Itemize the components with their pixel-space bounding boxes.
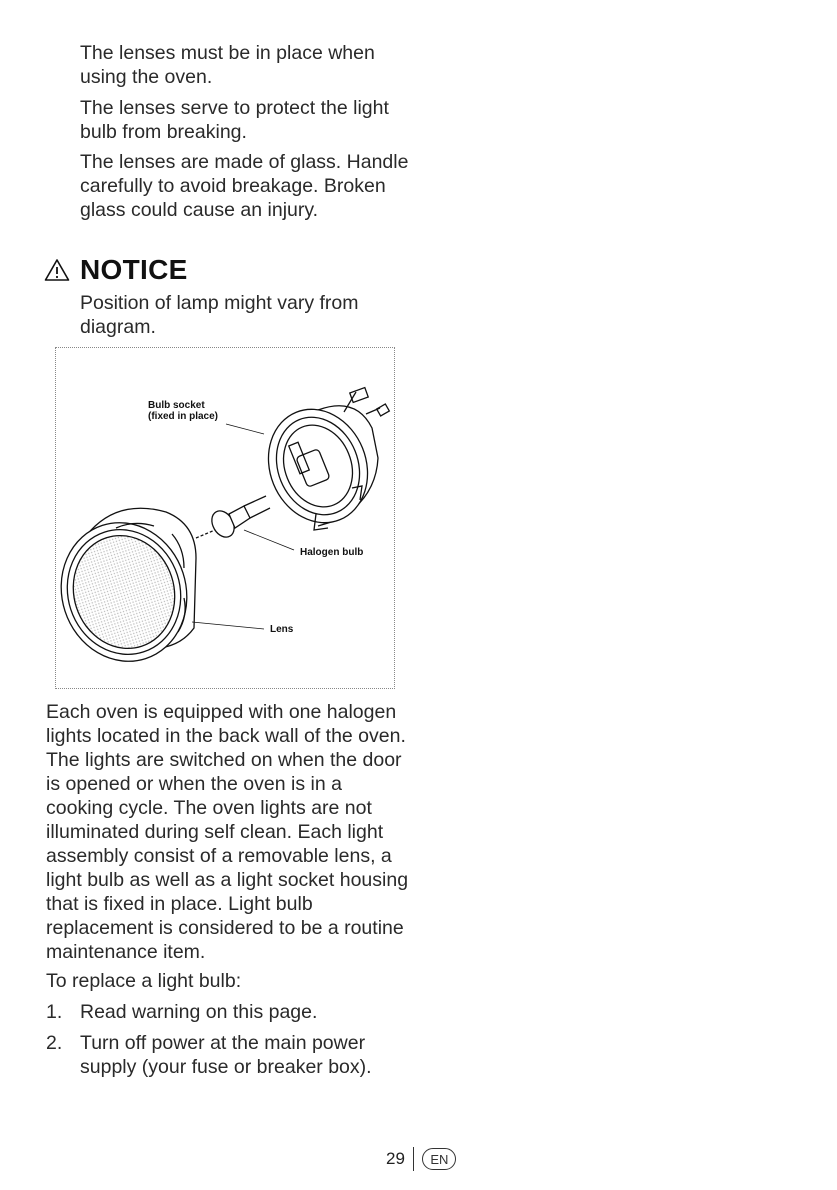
- notice-heading: [44, 252, 188, 288]
- list-item: [46, 1031, 411, 1079]
- page-number: 29: [386, 1149, 405, 1168]
- lamp-diagram: [55, 347, 395, 689]
- step-text: Read warning on this page.: [80, 1001, 318, 1023]
- bulb-socket-label: Bulb socket: [148, 400, 205, 411]
- list-item: [46, 1000, 411, 1024]
- step-number: 1.: [46, 1001, 63, 1023]
- steps-intro: To replace a light bulb:: [46, 970, 242, 992]
- lens-glass-text: The lenses are made of glass. Handle carefully to avoid breakage. Broken glass could cause an injury.: [80, 151, 409, 221]
- lens-in-place-text: The lenses must be in place when using the oven.: [80, 42, 375, 88]
- lamp-assembly-illustration: [56, 348, 396, 690]
- halogen-bulb-label: Halogen bulb: [300, 547, 364, 558]
- lens-drawing: [56, 506, 205, 677]
- light-assembly-paragraph: Each oven is equipped with one halogen lights located in the back wall of the oven. The lights are switched on when the door is opened or when the oven is in a cooking cycle. The oven lights are not illuminated during self clean. Each light assembly consist of a removable lens, a light bulb as well as a light socket housing that is fixed in place. Light bulb replacement is considered to be a routine maintenance item.: [46, 701, 409, 963]
- lens-protect-text: The lenses serve to protect the light bulb from breaking.: [80, 97, 389, 143]
- notice-text: Position of lamp might vary from diagram.: [80, 292, 359, 338]
- step-number: 2.: [46, 1032, 63, 1054]
- footer-divider: [413, 1147, 415, 1171]
- halogen-bulb-drawing: [196, 496, 270, 541]
- warning-triangle-icon: [44, 258, 70, 282]
- page-footer: [386, 1144, 456, 1174]
- step-text: Turn off power at the main power supply (your fuse or breaker box).: [80, 1032, 372, 1078]
- lens-label: Lens: [270, 624, 294, 635]
- bulb-socket-sublabel: (fixed in place): [148, 411, 219, 422]
- notice-title: NOTICE: [80, 254, 188, 285]
- bulb-socket-drawing: [252, 388, 390, 538]
- language-badge: EN: [422, 1148, 456, 1170]
